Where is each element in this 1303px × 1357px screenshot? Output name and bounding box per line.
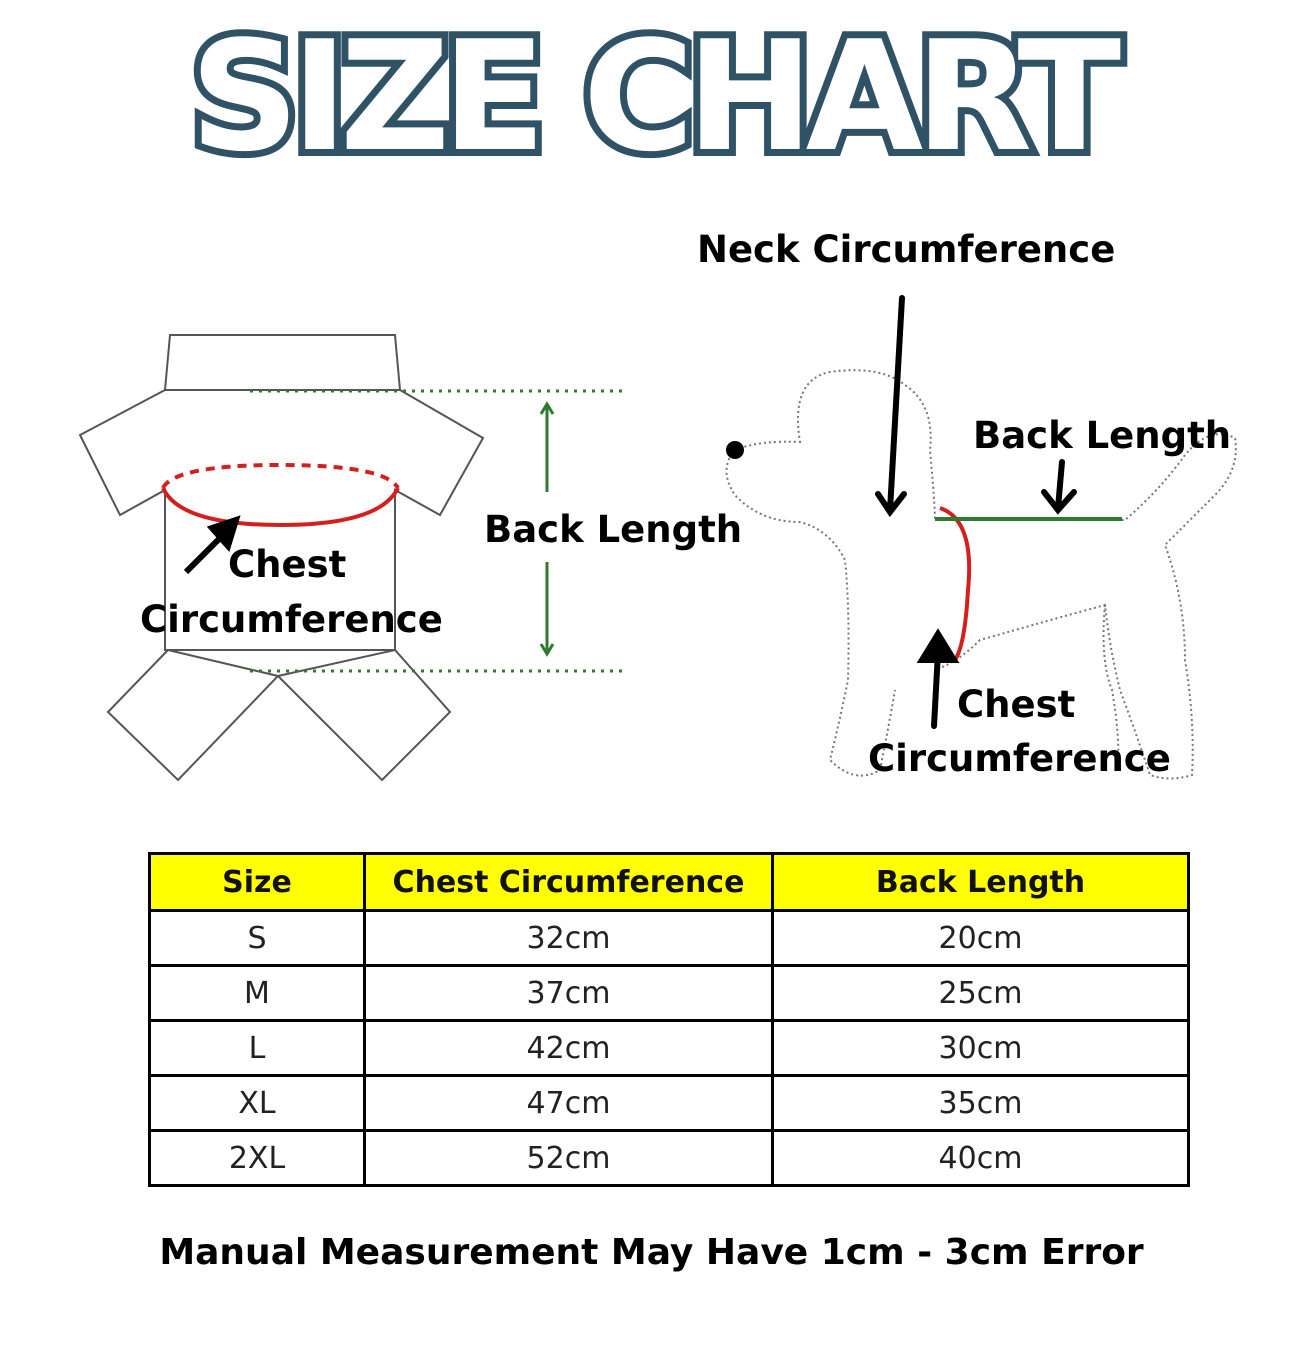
dog-back-arrow [1044,462,1074,510]
cell-chest: 52cm [365,1131,773,1186]
cell-size: S [150,911,365,966]
cell-back-length: 25cm [773,966,1189,1021]
cell-back-length: 20cm [773,911,1189,966]
cell-chest: 42cm [365,1021,773,1076]
dog-chest-label-1: Chest [957,683,1076,726]
dog-chest-line [940,508,969,660]
header-chest: Chest Circumference [365,854,773,911]
header-size: Size [150,854,365,911]
header-back-length: Back Length [773,854,1189,911]
cell-back-length: 35cm [773,1076,1189,1131]
cell-back-length: 30cm [773,1021,1189,1076]
dog-neck-arrow [878,298,904,512]
size-table [148,852,1190,1187]
cell-size: M [150,966,365,1021]
table-row [150,966,1189,1021]
garment-chest-line [163,465,398,525]
cell-size: 2XL [150,1131,365,1186]
table-row [150,1021,1189,1076]
garment-chest-label-1: Chest [228,543,347,586]
cell-back-length: 40cm [773,1131,1189,1186]
cell-size: XL [150,1076,365,1131]
cell-chest: 32cm [365,911,773,966]
garment-chest-label-2: Circumference [140,598,443,641]
dog-back-length-label: Back Length [973,414,1232,457]
dog-chest-arrow [922,634,954,726]
table-row [150,911,1189,966]
table-row [150,1131,1189,1186]
table-row [150,1076,1189,1131]
garment-back-length-label: Back Length [484,508,743,551]
table-header-row [150,854,1189,911]
cell-chest: 37cm [365,966,773,1021]
page-title: SIZE CHART [189,8,1114,185]
dog-nose [726,441,744,459]
dog-neck-label: Neck Circumference [697,228,1116,271]
measurement-note: Manual Measurement May Have 1cm - 3cm Error [159,1232,1144,1273]
cell-chest: 47cm [365,1076,773,1131]
dog-chest-label-2: Circumference [868,737,1171,780]
cell-size: L [150,1021,365,1076]
